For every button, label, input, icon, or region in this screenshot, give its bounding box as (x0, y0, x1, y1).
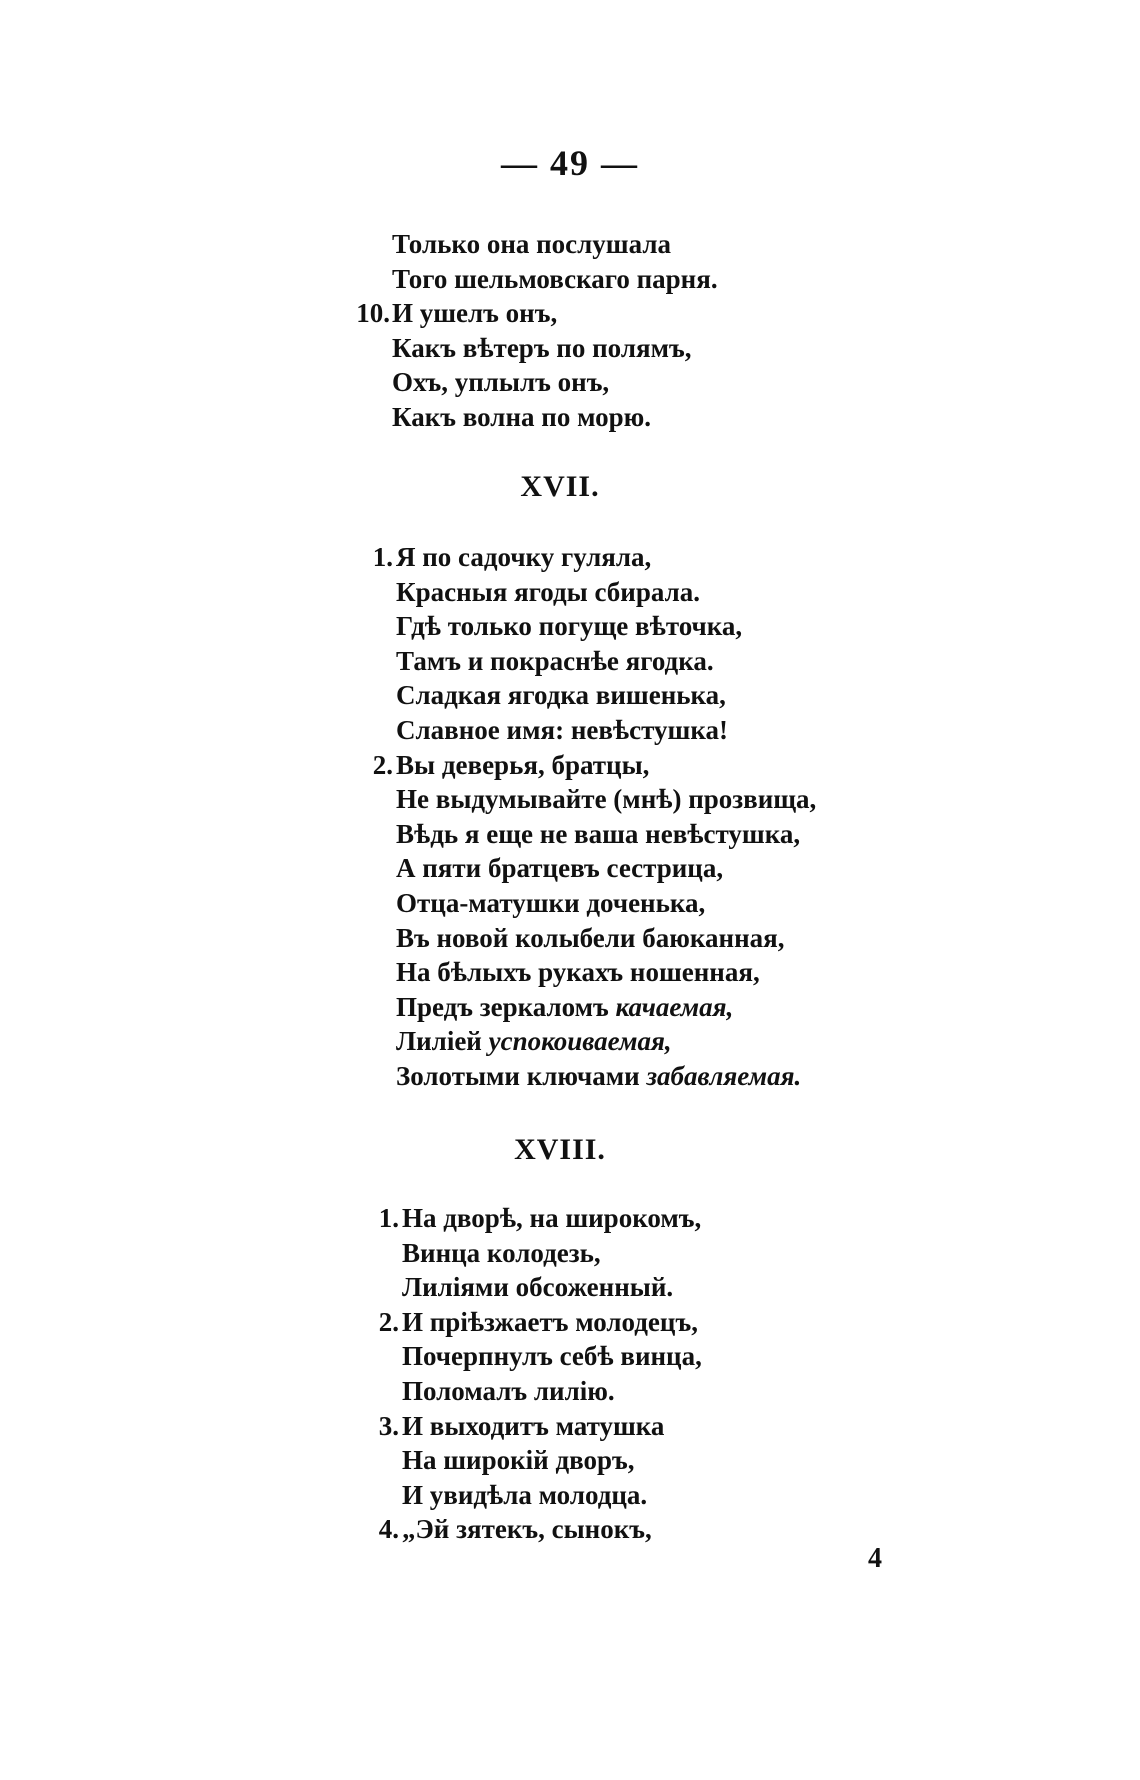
verse-text (392, 400, 651, 435)
verse-text-plain: Лиліями обсоженный. (402, 1272, 674, 1303)
verse-text (396, 575, 700, 610)
verse-text (392, 227, 671, 262)
verse-text-plain: Вѣдь я еще не ваша невѣстушка, (396, 818, 801, 849)
verse-text-italic: качаемая, (615, 991, 734, 1022)
verse-text (392, 331, 691, 366)
verse-text (396, 1059, 801, 1094)
verse-text (402, 1201, 701, 1236)
verse-text-plain: Какъ волна по морю. (392, 401, 652, 432)
verse-text-plain: Винца колодезь, (402, 1237, 601, 1268)
verse-text-plain: И ушелъ онъ, (392, 298, 558, 329)
verse-text (396, 921, 785, 956)
verse-text (396, 713, 728, 748)
verse-text-italic: успокоиваемая, (488, 1026, 672, 1057)
page-number: — 49 — (501, 143, 639, 183)
verse-text (396, 886, 705, 921)
verse-text-plain: Я по садочку гуляла, (396, 542, 652, 572)
verse-text-plain: Сладкая ягодка вишенька, (396, 680, 726, 711)
verse-text (396, 782, 816, 817)
signature-mark: 4 (868, 1543, 882, 1574)
verse-text-plain: Гдѣ только погуще вѣточка, (396, 611, 743, 642)
verse-text (396, 678, 726, 713)
verse-text (402, 1236, 601, 1271)
verse-text-plain: Только она послушала (392, 229, 671, 259)
verse-number: 1. (378, 1203, 399, 1233)
verse-number: 2. (372, 749, 393, 780)
verse-text-plain: Красныя ягоды сбирала. (396, 576, 701, 607)
verse-text-plain: Вы деверья, братцы, (396, 749, 650, 780)
verse-text-plain: Въ новой колыбели баюканная, (396, 922, 785, 953)
section-heading-xvii: XVII. (520, 470, 600, 503)
verse-text-plain: И выходитъ матушка (402, 1410, 665, 1441)
verse-text-plain: На широкій дворъ, (402, 1445, 635, 1476)
verse-number: 2. (378, 1306, 399, 1337)
verse-text-plain: „Эй зятекъ, сынокъ, (402, 1514, 652, 1545)
verse-text (392, 365, 609, 400)
verse-text (392, 296, 557, 331)
verse-text (402, 1409, 664, 1444)
verse-text (402, 1443, 635, 1478)
verse-text-plain: Золотыми ключами (396, 1060, 647, 1091)
verse-text-plain: И увидѣла молодца. (402, 1479, 648, 1510)
verse-text-plain: На дворѣ, на широкомъ, (402, 1203, 702, 1233)
verse-text (396, 748, 649, 783)
section-heading-xviii: XVIII. (514, 1133, 606, 1166)
verse-text-plain: Предъ зеркаломъ (396, 991, 616, 1022)
verse-text-plain: Славное имя: невѣстушка! (396, 714, 728, 745)
verse-text (396, 851, 723, 886)
verse-text-plain: Отца-матушки доченька, (396, 887, 706, 918)
verse-text (392, 262, 718, 297)
verse-text-plain: Охъ, уплылъ онъ, (392, 367, 610, 398)
verse-text-plain: На бѣлыхъ рукахъ ношенная, (396, 957, 760, 988)
verse-text (396, 609, 742, 644)
verse-text (402, 1270, 673, 1305)
verse-text-italic: забавляемая. (646, 1060, 802, 1091)
verse-text-plain: Не выдумывайте (мнѣ) прозвища, (396, 784, 817, 815)
verse-text (396, 1024, 672, 1059)
verse-text-plain: Поломалъ лилію. (402, 1375, 615, 1406)
verse-number: 4. (378, 1514, 399, 1545)
verse-text (396, 817, 800, 852)
verse-text (402, 1478, 647, 1513)
verse-text-plain: Какъ вѣтеръ по полямъ, (392, 332, 692, 363)
verse-text (402, 1374, 615, 1409)
verse-number: 3. (378, 1410, 399, 1441)
verse-text (396, 955, 760, 990)
verse-text-plain: Того шельмовскаго парня. (392, 263, 718, 294)
verse-text (402, 1305, 698, 1340)
verse-text-plain: И пріѣзжаетъ молодецъ, (402, 1306, 698, 1337)
verse-text (402, 1339, 702, 1374)
verse-number: 10. (356, 298, 390, 329)
verse-text (396, 644, 714, 679)
verse-text-plain: А пяти братцевъ сестрица, (396, 853, 724, 884)
verse-text (396, 540, 651, 575)
verse-text (396, 990, 733, 1025)
verse-number: 1. (372, 542, 393, 572)
verse-text-plain: Тамъ и покраснѣе ягодка. (396, 645, 714, 676)
verse-text-plain: Лиліей (396, 1026, 489, 1057)
verse-text-plain: Почерпнулъ себѣ винца, (402, 1341, 702, 1372)
verse-text (402, 1512, 652, 1547)
